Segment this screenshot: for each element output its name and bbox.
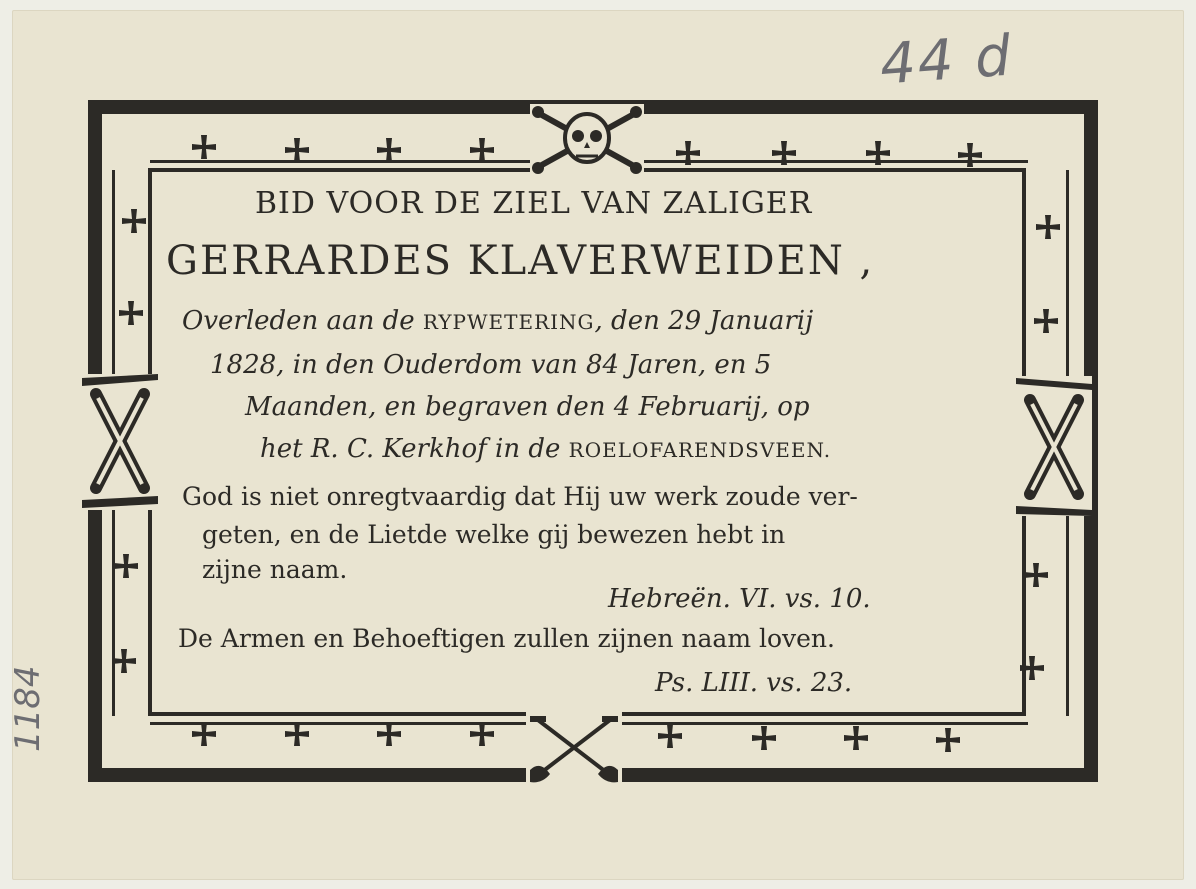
handwritten-note-top: 44 d — [877, 23, 1015, 98]
cross-pattee-icon — [120, 208, 148, 236]
death-details-line-4 — [260, 434, 831, 464]
cross-pattee-icon — [1018, 655, 1046, 683]
death-details-line-1 — [182, 306, 813, 336]
death-details-line-3: Maanden, en begraven den 4 Februarij, op — [245, 392, 810, 422]
crossed-bones-icon — [1016, 376, 1092, 516]
cross-pattee-icon — [656, 723, 684, 751]
cross-pattee-icon — [283, 137, 311, 165]
cross-pattee-icon — [956, 142, 984, 170]
cross-pattee-icon — [1022, 562, 1050, 590]
cross-pattee-icon — [842, 725, 870, 753]
place-name: RYPWETERING — [422, 310, 595, 334]
place-name: ROELOFARENDSVEEN. — [568, 438, 832, 462]
verse-1-line-3: zijne naam. — [202, 555, 348, 584]
cross-pattee-icon — [468, 137, 496, 165]
cross-pattee-icon — [934, 727, 962, 755]
cross-pattee-icon — [190, 134, 218, 162]
verse-2: De Armen en Behoeftigen zullen zijnen naam loven. — [178, 624, 835, 653]
verse-1-line-2: geten, en de Lietde welke gij bewezen hebt in — [202, 520, 786, 549]
crossed-shovels-icon — [526, 712, 622, 784]
cross-pattee-icon — [750, 725, 778, 753]
verse-1-line-1: God is niet onregtvaardig dat Hij uw werk zoude ver- — [182, 482, 858, 511]
cross-pattee-icon — [1032, 308, 1060, 336]
cross-pattee-icon — [674, 140, 702, 168]
cross-pattee-icon — [283, 721, 311, 749]
cross-pattee-icon — [375, 137, 403, 165]
verse-1-reference: Hebreën. VI. vs. 10. — [608, 584, 871, 614]
skull-crossbones-icon — [530, 104, 644, 176]
cross-pattee-icon — [190, 721, 218, 749]
cross-pattee-icon — [468, 721, 496, 749]
cross-pattee-icon — [1034, 214, 1062, 242]
cross-pattee-icon — [110, 648, 138, 676]
verse-2-reference: Ps. LIII. vs. 23. — [655, 668, 853, 698]
handwritten-note-left: 1184 — [8, 665, 48, 752]
text-run: , den 29 Januarij — [594, 306, 814, 336]
text-run: het R. C. Kerkhof in de — [260, 434, 569, 464]
cross-pattee-icon — [375, 721, 403, 749]
text-run: Overleden aan de — [182, 306, 423, 336]
cross-pattee-icon — [117, 300, 145, 328]
cross-pattee-icon — [864, 140, 892, 168]
cross-pattee-icon — [112, 553, 140, 581]
death-details-line-2: 1828, in den Ouderdom van 84 Jaren, en 5 — [210, 350, 772, 380]
crossed-bones-icon — [82, 374, 158, 510]
invocation-line: BID VOOR DE ZIEL VAN ZALIGER — [255, 186, 813, 221]
cross-pattee-icon — [770, 140, 798, 168]
deceased-name: GERRARDES KLAVERWEIDEN , — [166, 238, 875, 284]
